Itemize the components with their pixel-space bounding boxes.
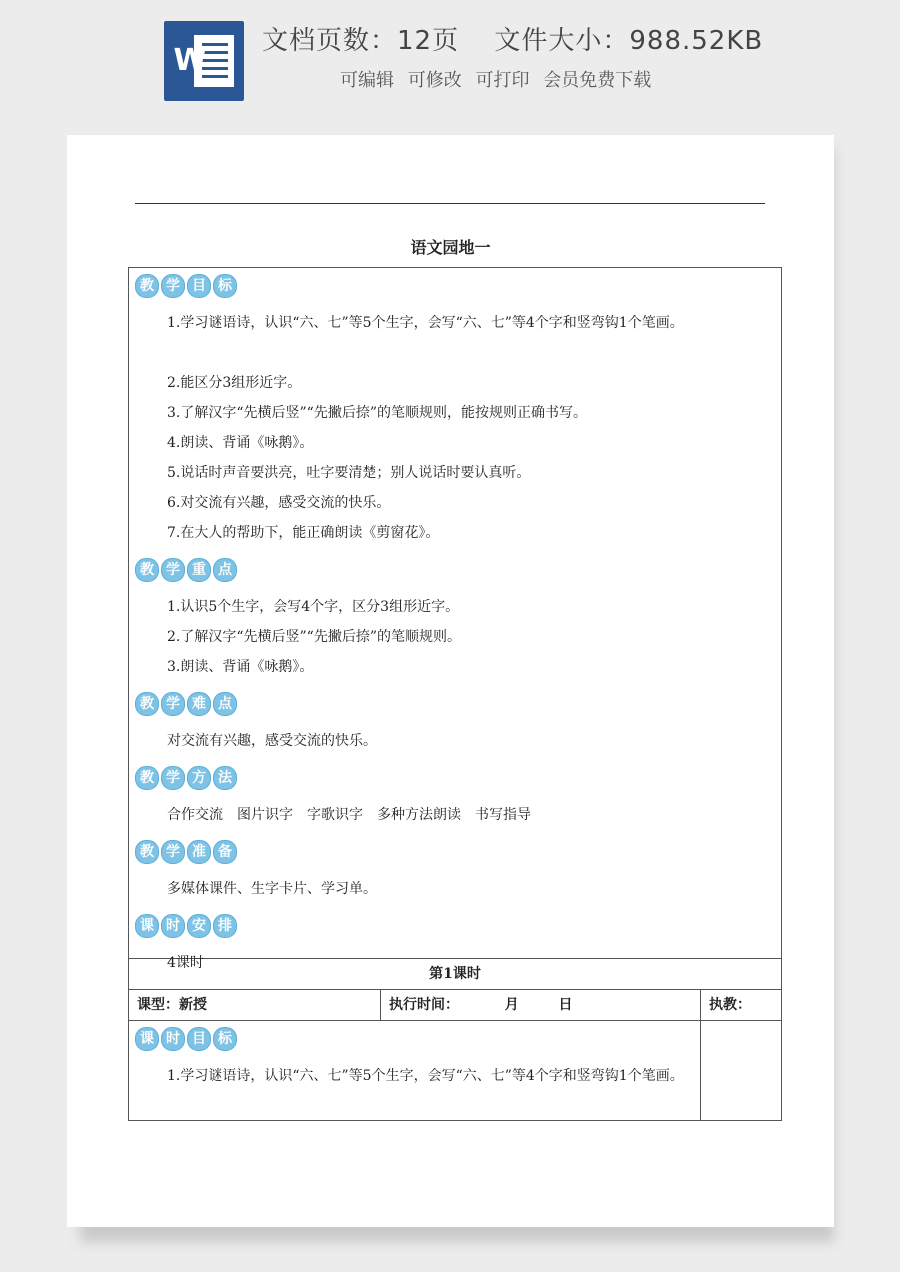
heading-char: 时 xyxy=(161,1027,185,1051)
teaching-goals-item: 5.说话时声音要洪亮，吐字要清楚；别人说话时要认真听。 xyxy=(167,465,531,481)
feature-item: 会员免费下载 xyxy=(543,70,652,91)
teaching-goals-heading xyxy=(135,274,237,302)
feature-list xyxy=(340,66,800,92)
lesson-meta-row xyxy=(128,990,782,1021)
document-page xyxy=(67,135,834,1227)
heading-char: 学 xyxy=(161,766,185,790)
teaching-key-points-item: 1.认识5个生字，会写4个字，区分3组形近字。 xyxy=(167,599,460,615)
heading-char: 学 xyxy=(161,274,185,298)
heading-char: 教 xyxy=(135,558,159,582)
heading-char: 点 xyxy=(213,692,237,716)
teaching-difficulties-item: 对交流有兴趣，感受交流的快乐。 xyxy=(167,733,377,749)
heading-char: 课 xyxy=(135,1027,159,1051)
logo-letter: W xyxy=(173,43,207,78)
teaching-key-points-heading xyxy=(135,558,237,586)
teaching-goals-item: 4.朗读、背诵《咏鹅》。 xyxy=(167,435,314,451)
heading-char: 目 xyxy=(187,1027,211,1051)
heading-char: 点 xyxy=(213,558,237,582)
heading-char: 课 xyxy=(135,914,159,938)
lesson-type: 课型：新授 xyxy=(137,990,381,1020)
heading-char: 标 xyxy=(213,274,237,298)
day-label: 日 xyxy=(558,997,573,1013)
heading-char: 学 xyxy=(161,558,185,582)
heading-char: 安 xyxy=(187,914,211,938)
lesson-goal-text: 1.学习谜语诗，认识“六、七”等5个生字，会写“六、七”等4个字和竖弯钩1个笔画。 xyxy=(167,1068,684,1084)
teaching-goals-item: 1.学习谜语诗，认识“六、七”等5个生字，会写“六、七”等4个字和竖弯钩1个笔画。 xyxy=(167,315,684,331)
teacher-label: 执教： xyxy=(709,997,751,1013)
heading-char: 排 xyxy=(213,914,237,938)
heading-char: 教 xyxy=(135,766,159,790)
lesson-plan-overview xyxy=(128,267,782,971)
teaching-goals-item: 2.能区分3组形近字。 xyxy=(167,375,302,391)
teaching-methods-heading xyxy=(135,766,237,794)
document-title: 语文园地一 xyxy=(410,238,491,257)
lesson-goal-row xyxy=(128,1021,782,1121)
header-rule xyxy=(135,203,765,204)
heading-char: 备 xyxy=(213,840,237,864)
feature-item: 可修改 xyxy=(407,70,462,91)
heading-char: 方 xyxy=(187,766,211,790)
download-banner xyxy=(0,0,900,125)
execution-time xyxy=(381,990,701,1020)
teaching-methods-item: 合作交流 图片识字 字歌识字 多种方法朗读 书写指导 xyxy=(167,807,531,823)
teaching-goals-item: 6.对交流有兴趣，感受交流的快乐。 xyxy=(167,495,391,511)
heading-char: 时 xyxy=(161,914,185,938)
heading-char: 准 xyxy=(187,840,211,864)
lesson-goal-heading xyxy=(135,1027,237,1055)
heading-char: 难 xyxy=(187,692,211,716)
feature-item: 可编辑 xyxy=(340,70,394,91)
lesson-title: 第1课时 xyxy=(128,959,782,990)
lesson-schedule-heading xyxy=(135,914,237,942)
heading-char: 目 xyxy=(187,274,211,298)
lesson-schedule-item: 4课时 xyxy=(167,955,204,971)
teaching-preparation-item: 多媒体课件、生字卡片、学习单。 xyxy=(167,881,377,897)
teaching-preparation-heading xyxy=(135,840,237,868)
heading-char: 学 xyxy=(161,840,185,864)
word-doc-icon xyxy=(164,21,244,101)
teaching-key-points-item: 2.了解汉字“先横后竖”“先撇后捺”的笔顺规则。 xyxy=(167,629,461,645)
page-count: 文档页数：12页 xyxy=(262,26,460,56)
heading-char: 学 xyxy=(161,692,185,716)
execution-time-label: 执行时间： xyxy=(389,997,459,1013)
file-size: 文件大小：988.52KB xyxy=(494,26,764,56)
teaching-difficulties-heading xyxy=(135,692,237,720)
teaching-key-points-item: 3.朗读、背诵《咏鹅》。 xyxy=(167,659,314,675)
file-info xyxy=(262,20,862,57)
heading-char: 教 xyxy=(135,692,159,716)
heading-char: 教 xyxy=(135,274,159,298)
column-divider xyxy=(700,1021,701,1120)
heading-char: 重 xyxy=(187,558,211,582)
teaching-goals-item: 3.了解汉字“先横后竖”“先撇后捺”的笔顺规则，能按规则正确书写。 xyxy=(167,405,587,421)
teaching-goals-item: 7.在大人的帮助下，能正确朗读《剪窗花》。 xyxy=(167,525,440,541)
heading-char: 教 xyxy=(135,840,159,864)
heading-char: 法 xyxy=(213,766,237,790)
heading-char: 标 xyxy=(213,1027,237,1051)
month-label: 月 xyxy=(504,997,519,1013)
feature-item: 可打印 xyxy=(475,70,530,91)
